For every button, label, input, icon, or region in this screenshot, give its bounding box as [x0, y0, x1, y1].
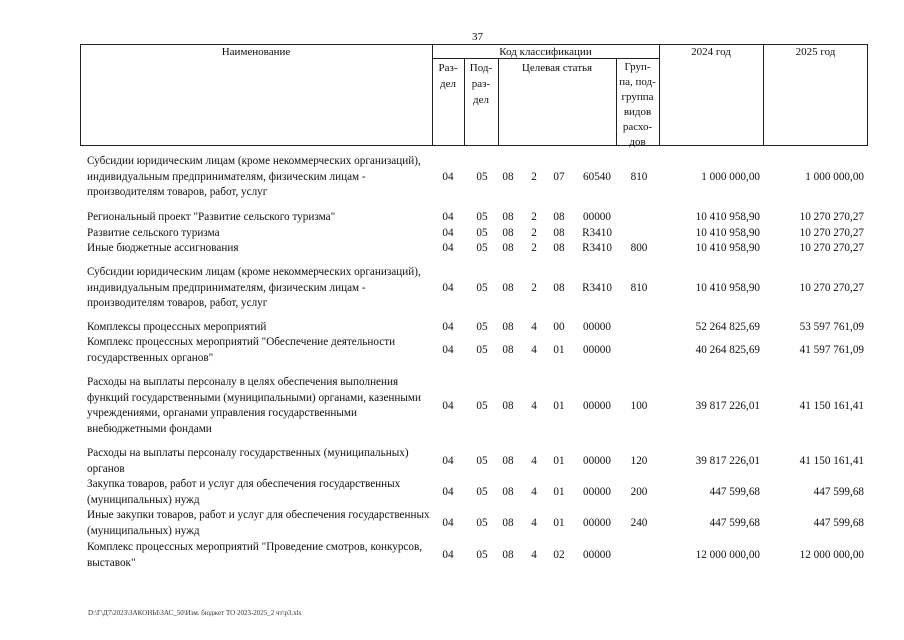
row-name: Комплексы процессных мероприятий [87, 321, 267, 333]
table-row: Комплекс процессных мероприятий "Обеспечение деятельности государственных органов" 04 05 08 4 01 00000 40 264 825,69 41 597 761,09 [80, 335, 868, 367]
header-2024: 2024 год [691, 46, 731, 58]
row-name: Региональный проект "Развитие сельского туризма" [87, 211, 336, 223]
row-name: Иные закупки товаров, работ и услуг для обеспечения государственных (муниципальных) нужд [87, 509, 430, 537]
row-podrazdel: 05 [476, 171, 488, 183]
header-name: Наименование [221, 46, 291, 58]
row-name: Развитие сельского туризма [87, 227, 220, 239]
table-row: Иные бюджетные ассигнования 04 05 08 2 08 R3410 800 10 410 958,90 10 270 270,27 [80, 241, 868, 257]
table-row: Субсидии юридическим лицам (кроме некоммерческих организаций), индивидуальным предпринимателям, физическим лицам - производителям товаров, работ, услуг 04 05 08 2 08 R3410 810 10 410 958,90 10 270 270,27 [80, 265, 868, 312]
table-row [80, 154, 868, 201]
header-group: Груп- па, под- группа видов расхо- дов [619, 61, 656, 148]
table-row: Расходы на выплаты персоналу в целях обеспечения выполнения функций государственными (муниципальными) органами, казенными учреждениями, органами управления государственными внебюджетными фондами 04 05 08 4 01 00000 100 39 817 226,01 41 150 161,41 [80, 375, 868, 438]
header-podrazdel: Под- раз- дел [469, 62, 493, 106]
table-row: Развитие сельского туризма 04 05 08 2 08 R3410 10 410 958,90 10 270 270,27 [80, 226, 868, 242]
table-row: Иные закупки товаров, работ и услуг для обеспечения государственных (муниципальных) нужд 04 05 08 4 01 00000 240 447 599,68 447 599,68 [80, 508, 868, 540]
header-code: Код классификации [499, 46, 592, 58]
row-name: Иные бюджетные ассигнования [87, 242, 239, 254]
row-name: Расходы на выплаты персоналу в целях обеспечения выполнения функций государственными (муниципальными) органами, казенными учреждениями, органами управления государственными внебюджетными фондами [87, 376, 421, 435]
row-name: Комплекс процессных мероприятий "Проведение смотров, конкурсов, выставок" [87, 541, 423, 569]
row-name: Расходы на выплаты персоналу государственных (муниципальных) органов [87, 447, 409, 475]
row-2025: 1 000 000,00 [805, 171, 864, 183]
file-path-footer: D:\Г\Д7\2023\ЗАКОНЫ\ЗАС_50\Изм. бюджет ТО 2023-2025_2 чт\р3.xls [88, 609, 302, 617]
row-target-3: 07 [553, 171, 565, 183]
table-row: Комплексы процессных мероприятий 04 05 08 4 00 00000 52 264 825,69 53 597 761,09 [80, 320, 868, 336]
row-target-1: 08 [502, 171, 514, 183]
header-razdel: Раз- дел [438, 62, 458, 90]
header-2025: 2025 год [795, 46, 836, 58]
table-row: Комплекс процессных мероприятий "Проведение смотров, конкурсов, выставок" 04 05 08 4 02 00000 12 000 000,00 12 000 000,00 [80, 540, 868, 572]
table-row: Региональный проект "Развитие сельского туризма" 04 05 08 2 08 00000 10 410 958,90 10 270 270,27 [80, 210, 868, 226]
row-razdel: 04 [442, 171, 454, 183]
row-name: Субсидии юридическим лицам (кроме некоммерческих организаций), индивидуальным предпринимателям, физическим лицам - производителям товаров, работ, услуг [87, 266, 421, 310]
row-name: Комплекс процессных мероприятий "Обеспечение деятельности государственных органов" [87, 336, 396, 364]
header-target: Целевая статья [521, 62, 593, 74]
row-target-2: 2 [531, 171, 537, 183]
row-name: Субсидии юридическим лицам (кроме некоммерческих организаций), индивидуальным предпринимателям, физическим лицам - производителям товаров, работ, услуг [87, 155, 421, 199]
row-target-4: 60540 [583, 171, 611, 183]
page-number: 37 [472, 31, 483, 43]
table-header [80, 44, 868, 146]
row-name: Закупка товаров, работ и услуг для обеспечения государственных (муниципальных) нужд [87, 478, 401, 506]
table-row: Закупка товаров, работ и услуг для обеспечения государственных (муниципальных) нужд 04 05 08 4 01 00000 200 447 599,68 447 599,68 [80, 477, 868, 509]
table-row: Расходы на выплаты персоналу государственных (муниципальных) органов 04 05 08 4 01 00000 120 39 817 226,01 41 150 161,41 [80, 446, 868, 478]
row-group: 810 [630, 171, 648, 183]
row-2024: 1 000 000,00 [701, 171, 760, 183]
